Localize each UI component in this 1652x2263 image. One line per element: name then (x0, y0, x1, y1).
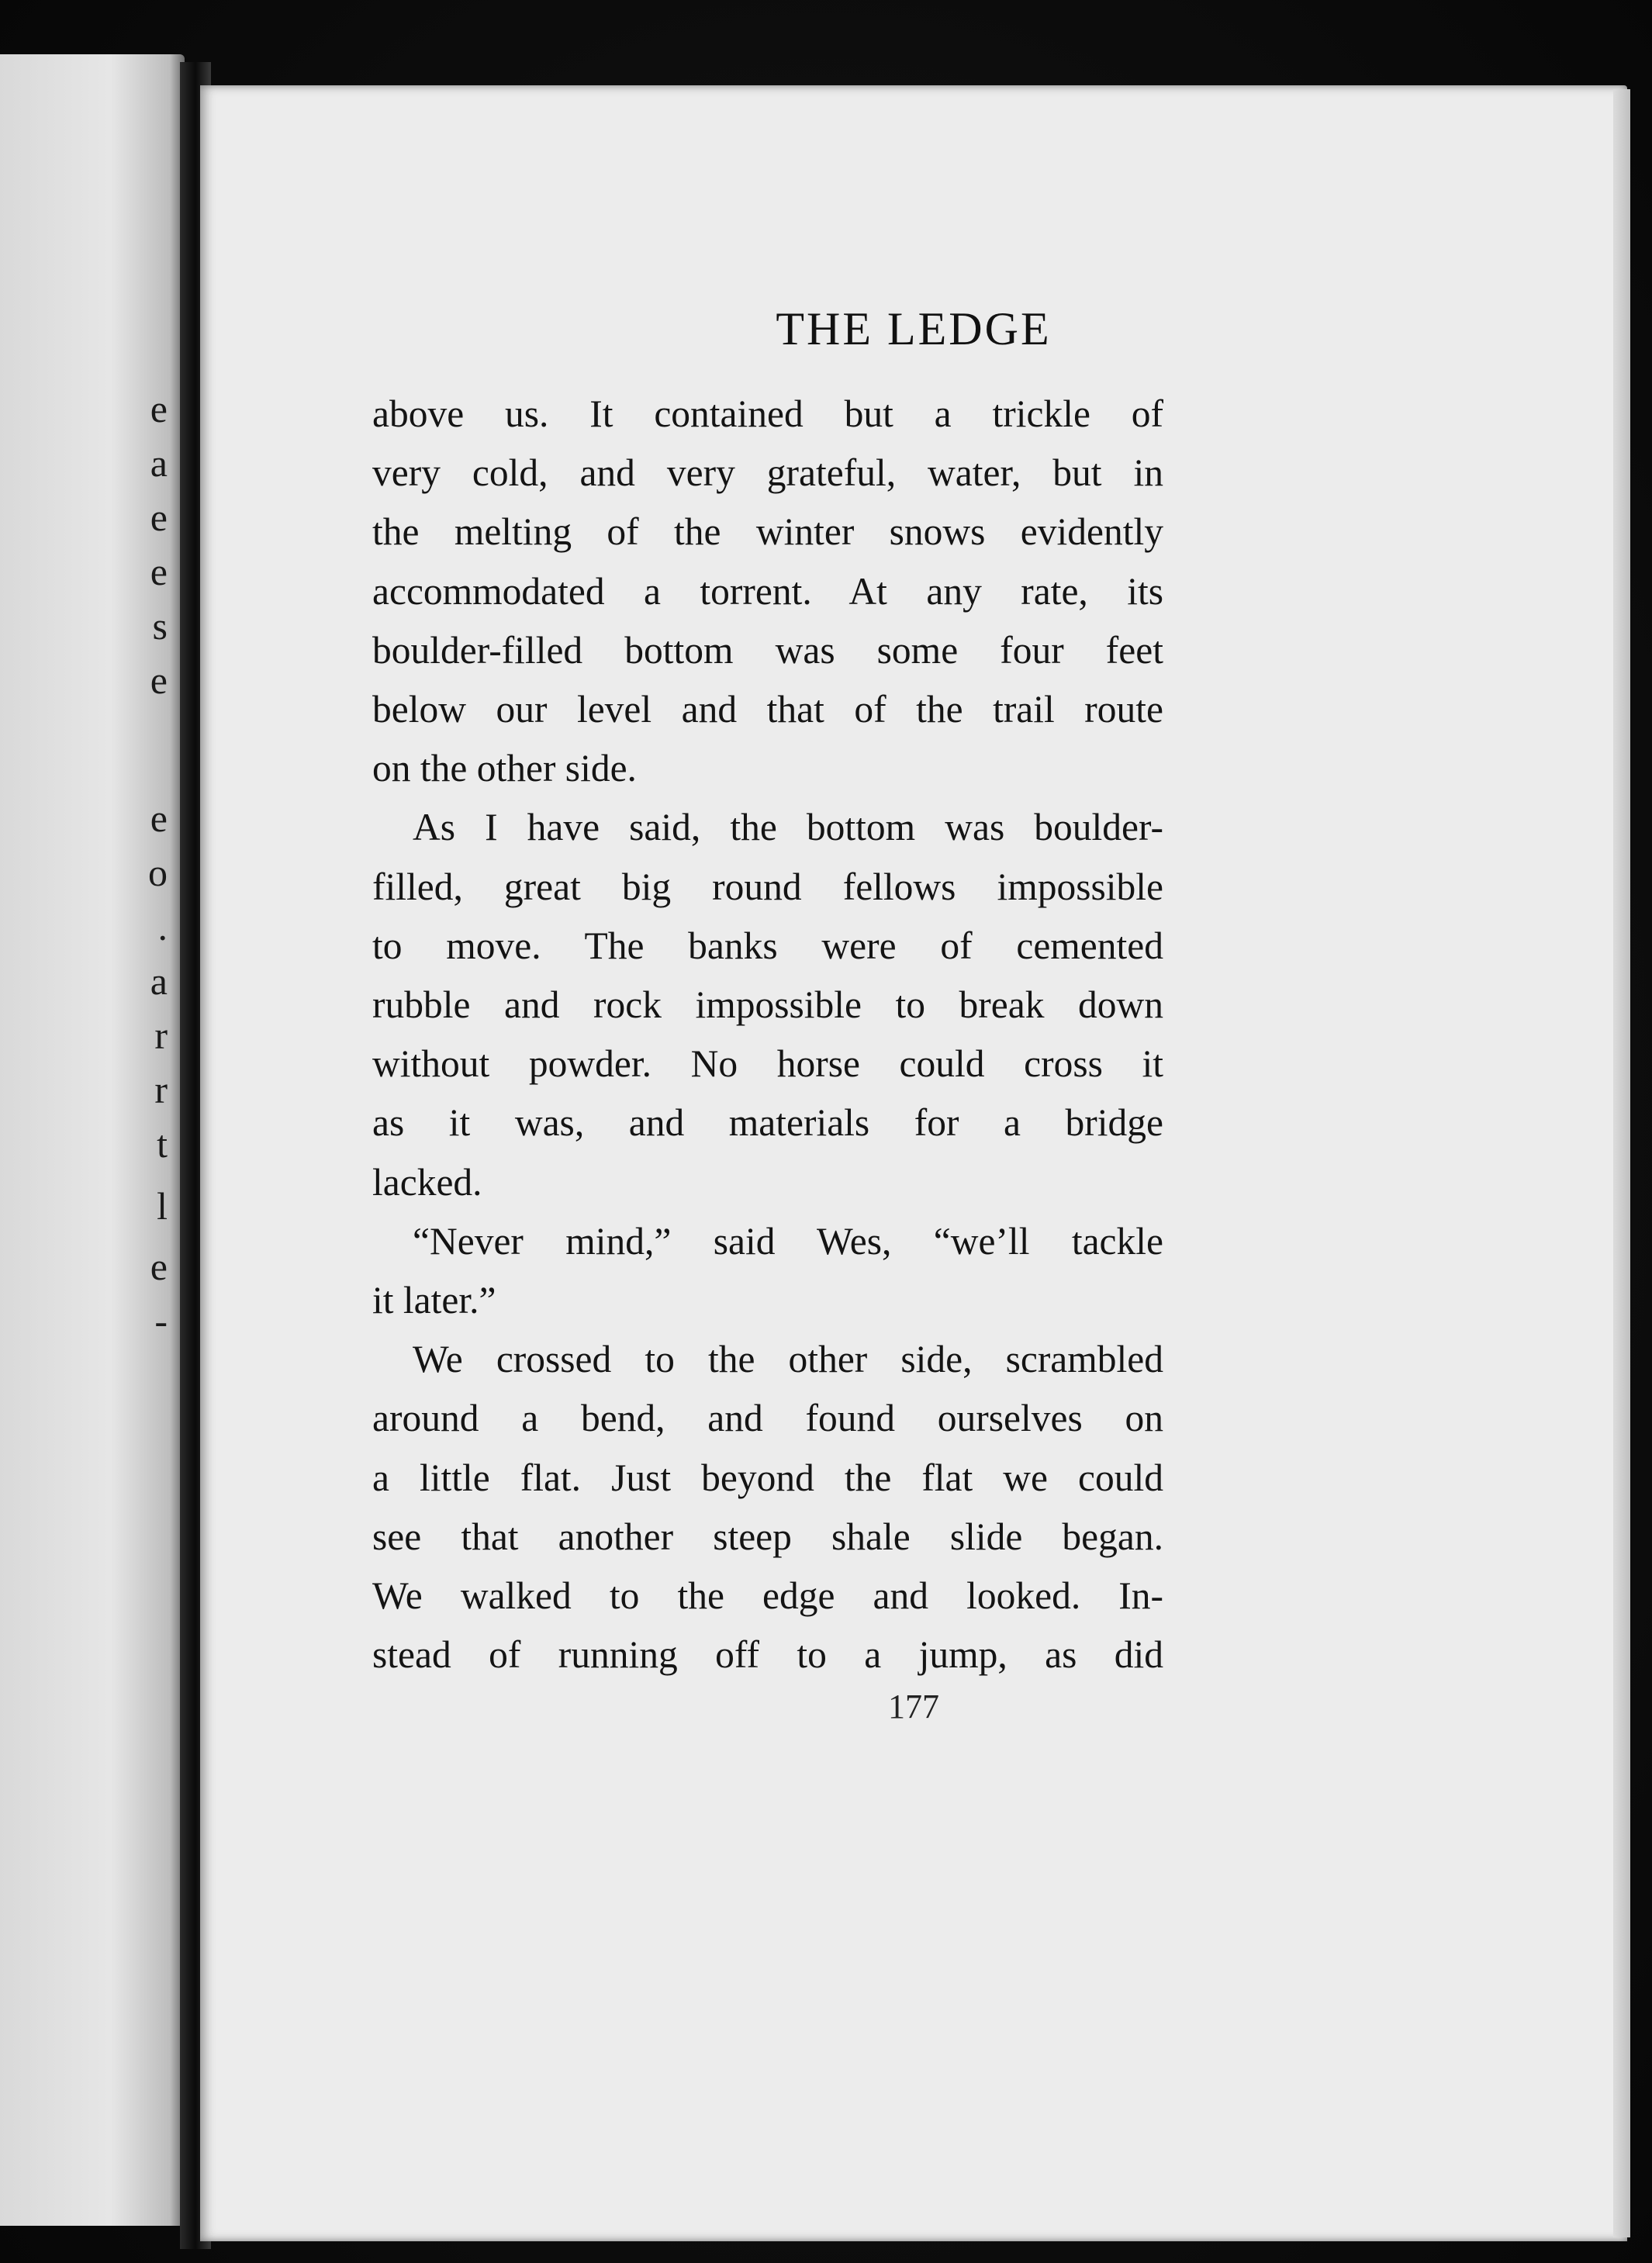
facing-page-letter: r (154, 1068, 168, 1111)
facing-page-letter: e (150, 796, 168, 840)
facing-page-letter: l (157, 1184, 168, 1228)
text-line: rubble and rock impossible to break down (372, 983, 1163, 1027)
text-line: above us. It contained but a trickle of (372, 392, 1163, 435)
text-line: boulder-filled bottom was some four feet (372, 628, 1163, 672)
facing-page-letter: o (148, 851, 168, 894)
page-edge (1613, 89, 1630, 2237)
facing-page-letter: s (152, 604, 168, 648)
text-line: see that another steep shale slide began. (372, 1515, 1163, 1558)
text-line: very cold, and very grateful, water, but in (372, 451, 1163, 495)
facing-page-letter: e (150, 496, 168, 539)
text-line: filled, great big round fellows impossible (372, 865, 1163, 908)
text-line: to move. The banks were of cemented (372, 924, 1163, 967)
text-line: a little flat. Just beyond the flat we could (372, 1456, 1163, 1499)
text-line: it later.” (372, 1279, 496, 1322)
facing-page-letter: . (157, 905, 168, 948)
text-line: As I have said, the bottom was boulder- (413, 806, 1163, 849)
running-head: THE LEDGE (776, 303, 1052, 354)
text-line: accommodated a torrent. At any rate, its (372, 569, 1163, 613)
facing-page-letter: e (150, 658, 168, 702)
facing-page-letter: - (154, 1299, 168, 1342)
text-line: on the other side. (372, 747, 637, 790)
paragraph (372, 798, 1163, 1211)
text-line: below our level and that of the trail route (372, 688, 1163, 731)
text-line: lacked. (372, 1160, 482, 1204)
text-line: We crossed to the other side, scrambled (413, 1338, 1163, 1381)
facing-page-letter: e (150, 387, 168, 430)
facing-page-letter: a (150, 959, 168, 1003)
facing-page-letter: r (154, 1014, 168, 1057)
facing-page (0, 54, 185, 2226)
text-line: as it was, and materials for a bridge (372, 1101, 1163, 1145)
body-text (372, 385, 1163, 1684)
facing-page-letter: t (157, 1122, 168, 1166)
text-line: the melting of the winter snows evidently (372, 510, 1163, 554)
text-line: We walked to the edge and looked. In- (372, 1574, 1163, 1618)
text-line: around a bend, and found ourselves on (372, 1397, 1163, 1440)
facing-page-letter: e (150, 1245, 168, 1288)
text-line: without powder. No horse could cross it (372, 1042, 1163, 1086)
paragraph (372, 1330, 1163, 1684)
facing-page-letter: e (150, 550, 168, 593)
paragraph (372, 385, 1163, 798)
text-line: “Never mind,” said Wes, “we’ll tackle (413, 1219, 1163, 1263)
facing-page-text-edge (0, 54, 185, 2226)
page-number: 177 (888, 1688, 939, 1726)
text-line: stead of running off to a jump, as did (372, 1633, 1163, 1677)
facing-page-letter: a (150, 441, 168, 485)
paragraph (372, 1212, 1163, 1330)
